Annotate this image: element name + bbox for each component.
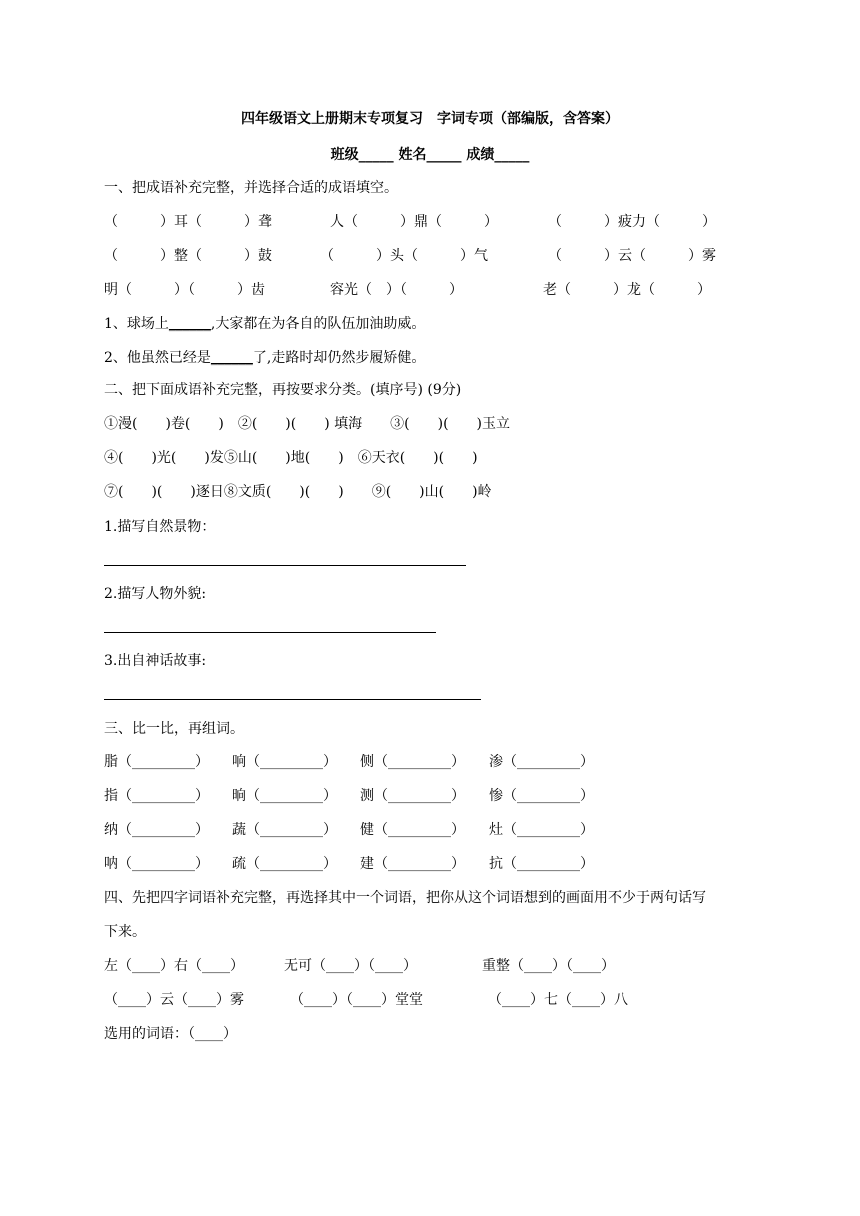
section4-heading-cont: 下来。 [104, 924, 146, 940]
word-pair-item: 抗（_________） [489, 856, 594, 872]
four-char-item: 左（____）右（____） [104, 958, 244, 974]
answer-blank[interactable]: ______ [168, 316, 211, 332]
word-pair-item: 侧（_________） [360, 754, 465, 770]
word-pair-item: 灶（_________） [489, 822, 594, 838]
word-pair-item: 响（_________） [232, 754, 337, 770]
word-pair-item: 惨（_________） [489, 788, 594, 804]
idiom-row: ①漫( )卷( ) ②( )( ) 填海 ③( )( )玉立 [104, 416, 510, 432]
fill-question-1 [104, 314, 425, 334]
category-appearance-label: 2.描写人物外貌: [104, 586, 207, 602]
answer-line[interactable] [104, 632, 436, 633]
idiom-item: （ ）疲力（ ） [548, 214, 716, 230]
four-char-item: （____）云（____）雾 [104, 992, 244, 1008]
idiom-item: 容光（ ）（ ） [330, 282, 463, 298]
word-pair-item: 纳（_________） [104, 822, 209, 838]
answer-line[interactable] [104, 565, 466, 566]
four-char-item: 无可（____）（____） [284, 958, 417, 974]
section1-heading: 一、把成语补充完整，并选择合适的成语填空。 [104, 180, 398, 196]
word-pair-item: 渗（_________） [489, 754, 594, 770]
four-char-item: （____）（____）堂堂 [290, 992, 423, 1008]
category-myth-label: 3.出自神话故事: [104, 653, 207, 669]
section2-heading: 二、把下面成语补充完整，再按要求分类。(填序号) (9分) [104, 382, 462, 398]
answer-blank[interactable]: ______ [210, 350, 253, 366]
word-pair-item: 健（_________） [360, 822, 465, 838]
page-title: 四年级语文上册期末专项复习 字词专项（部编版，含答案） [241, 111, 619, 127]
section3-heading: 三、比一比，再组词。 [104, 721, 244, 737]
idiom-row: ⑦( )( )逐日⑧文质( )( ) ⑨( )山( )岭 [104, 484, 492, 500]
idiom-item: （ ）头（ ）气 [320, 248, 488, 264]
word-pair-item: 建（_________） [360, 856, 465, 872]
section4-heading: 四、先把四字词语补充完整，再选择其中一个词语，把你从这个词语想到的画面用不少于两句话写 [104, 890, 706, 906]
fill-question-2 [104, 348, 425, 368]
idiom-item: 人（ ）鼎（ ） [330, 214, 498, 230]
idiom-item: （ ）耳（ ）聋 [104, 214, 272, 230]
word-pair-item: 呐（_________） [104, 856, 209, 872]
idiom-item: 明（ ）（ ）齿 [104, 282, 265, 298]
word-pair-item: 测（_________） [360, 788, 465, 804]
category-nature-label: 1.描写自然景物： [104, 519, 216, 535]
answer-line[interactable] [104, 699, 481, 700]
word-pair-item: 疏（_________） [232, 856, 337, 872]
question-text: ,大家都在为各自的队伍加油助威。 [210, 316, 426, 332]
four-char-item: （____）七（____）八 [488, 992, 628, 1008]
question-text: 2、他虽然已经是 [104, 350, 211, 366]
four-char-item: 重整（____）（____） [482, 958, 615, 974]
word-pair-item: 脂（_________） [104, 754, 209, 770]
question-text: 1、球场上 [104, 316, 169, 332]
word-pair-item: 晌（_________） [232, 788, 337, 804]
chosen-word-line: 选用的词语：（____） [104, 1026, 237, 1042]
student-info-line: 班级_____ 姓名_____ 成绩_____ [330, 147, 530, 163]
idiom-item: 老（ ）龙（ ） [543, 282, 711, 298]
idiom-item: （ ）整（ ）鼓 [104, 248, 272, 264]
idiom-item: （ ）云（ ）雾 [548, 248, 716, 264]
word-pair-item: 蔬（_________） [232, 822, 337, 838]
question-text: 了,走路时却仍然步履矫健。 [252, 350, 426, 366]
word-pair-item: 指（_________） [104, 788, 209, 804]
idiom-row: ④( )光( )发⑤山( )地( ) ⑥天衣( )( ) [104, 450, 478, 466]
